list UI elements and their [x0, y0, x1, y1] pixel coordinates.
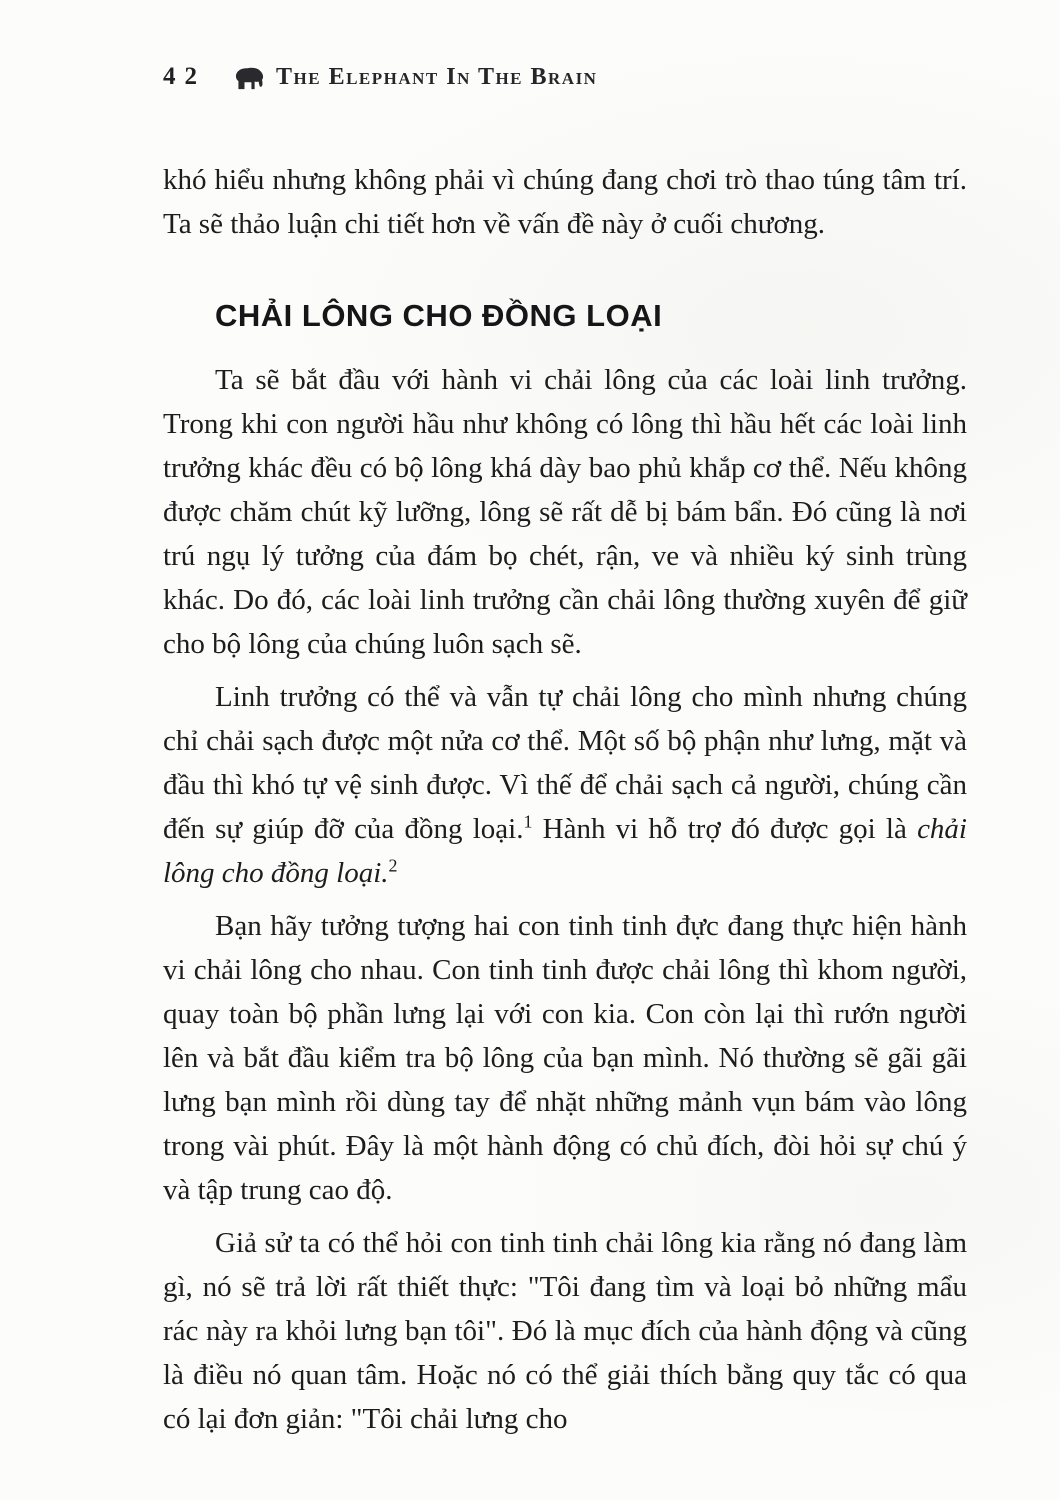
- intro-paragraph: khó hiểu nhưng không phải vì chúng đang chơi trò thao túng tâm trí. Ta sẽ thảo luận chi tiết hơn về vấn đề này ở cuối chương.: [163, 164, 967, 240]
- italic-term: chải lông cho đồng loại.: [163, 813, 967, 889]
- section-heading: CHẢI LÔNG CHO ĐỒNG LOẠI: [215, 298, 663, 333]
- book-title: The Elephant In The Brain: [276, 63, 598, 90]
- paragraph-text: Linh trưởng có thể và vẫn tự chải lông cho mình nhưng chúng chỉ chải sạch được một nửa cơ thể. Một số bộ phận như lưng, mặt và đầu thì khó tự vệ sinh được. Vì thế để chải sạch cả người, chúng cần đến sự giúp đỡ của đồng loại.: [163, 681, 967, 845]
- running-header: [163, 60, 967, 94]
- paragraph-chimp-answer: Giả sử ta có thể hỏi con tinh tinh chải lông kia rằng nó đang làm gì, nó sẽ trả lời rất thiết thực: "Tôi đang tìm và loại bỏ những mẩu rác này ra khỏi lưng bạn tôi". Đó là mục đích của hành động và cũng là điều nó quan tâm. Hoặc nó có thể giải thích bằng quy tắc có qua có lại đơn giản: "Tôi chải lưng cho: [163, 1227, 967, 1435]
- footnote-ref-2: 2: [388, 855, 398, 876]
- paragraph-grooming-help: [163, 675, 967, 895]
- paragraph-chimp-scene: Bạn hãy tưởng tượng hai con tinh tinh đực đang thực hiện hành vi chải lông cho nhau. Con tinh tinh được chải lông thì khom người, quay toàn bộ phần lưng lại với con kia. Con còn lại thì rướn người lên và bắt đầu kiểm tra bộ lông của bạn mình. Nó thường sẽ gãi gãi lưng bạn mình rồi dùng tay để nhặt những mảnh vụn bám vào lông trong vài phút. Đây là một hành động có chủ đích, đòi hỏi sự chú ý và tập trung cao độ.: [163, 910, 967, 1206]
- elephant-icon: [234, 66, 266, 91]
- footnote-ref-1: 1: [523, 811, 533, 832]
- paragraph-grooming-intro: Ta sẽ bắt đầu với hành vi chải lông của các loài linh trưởng. Trong khi con người hầu như không có lông thì hầu hết các loài linh trưởng khác đều có bộ lông khá dày bao phủ khắp cơ thể. Nếu không được chăm chút kỹ lưỡng, lông sẽ rất dễ bị bám bẩn. Đó cũng là nơi trú ngụ lý tưởng của đám bọ chét, rận, ve và nhiều ký sinh trùng khác. Do đó, các loài linh trưởng cần chải lông thường xuyên để giữ cho bộ lông của chúng luôn sạch sẽ.: [163, 364, 967, 660]
- page-number: 42: [163, 63, 206, 90]
- page-content: [163, 158, 967, 1441]
- paragraph-text: Hành vi hỗ trợ đó được gọi là: [532, 813, 918, 845]
